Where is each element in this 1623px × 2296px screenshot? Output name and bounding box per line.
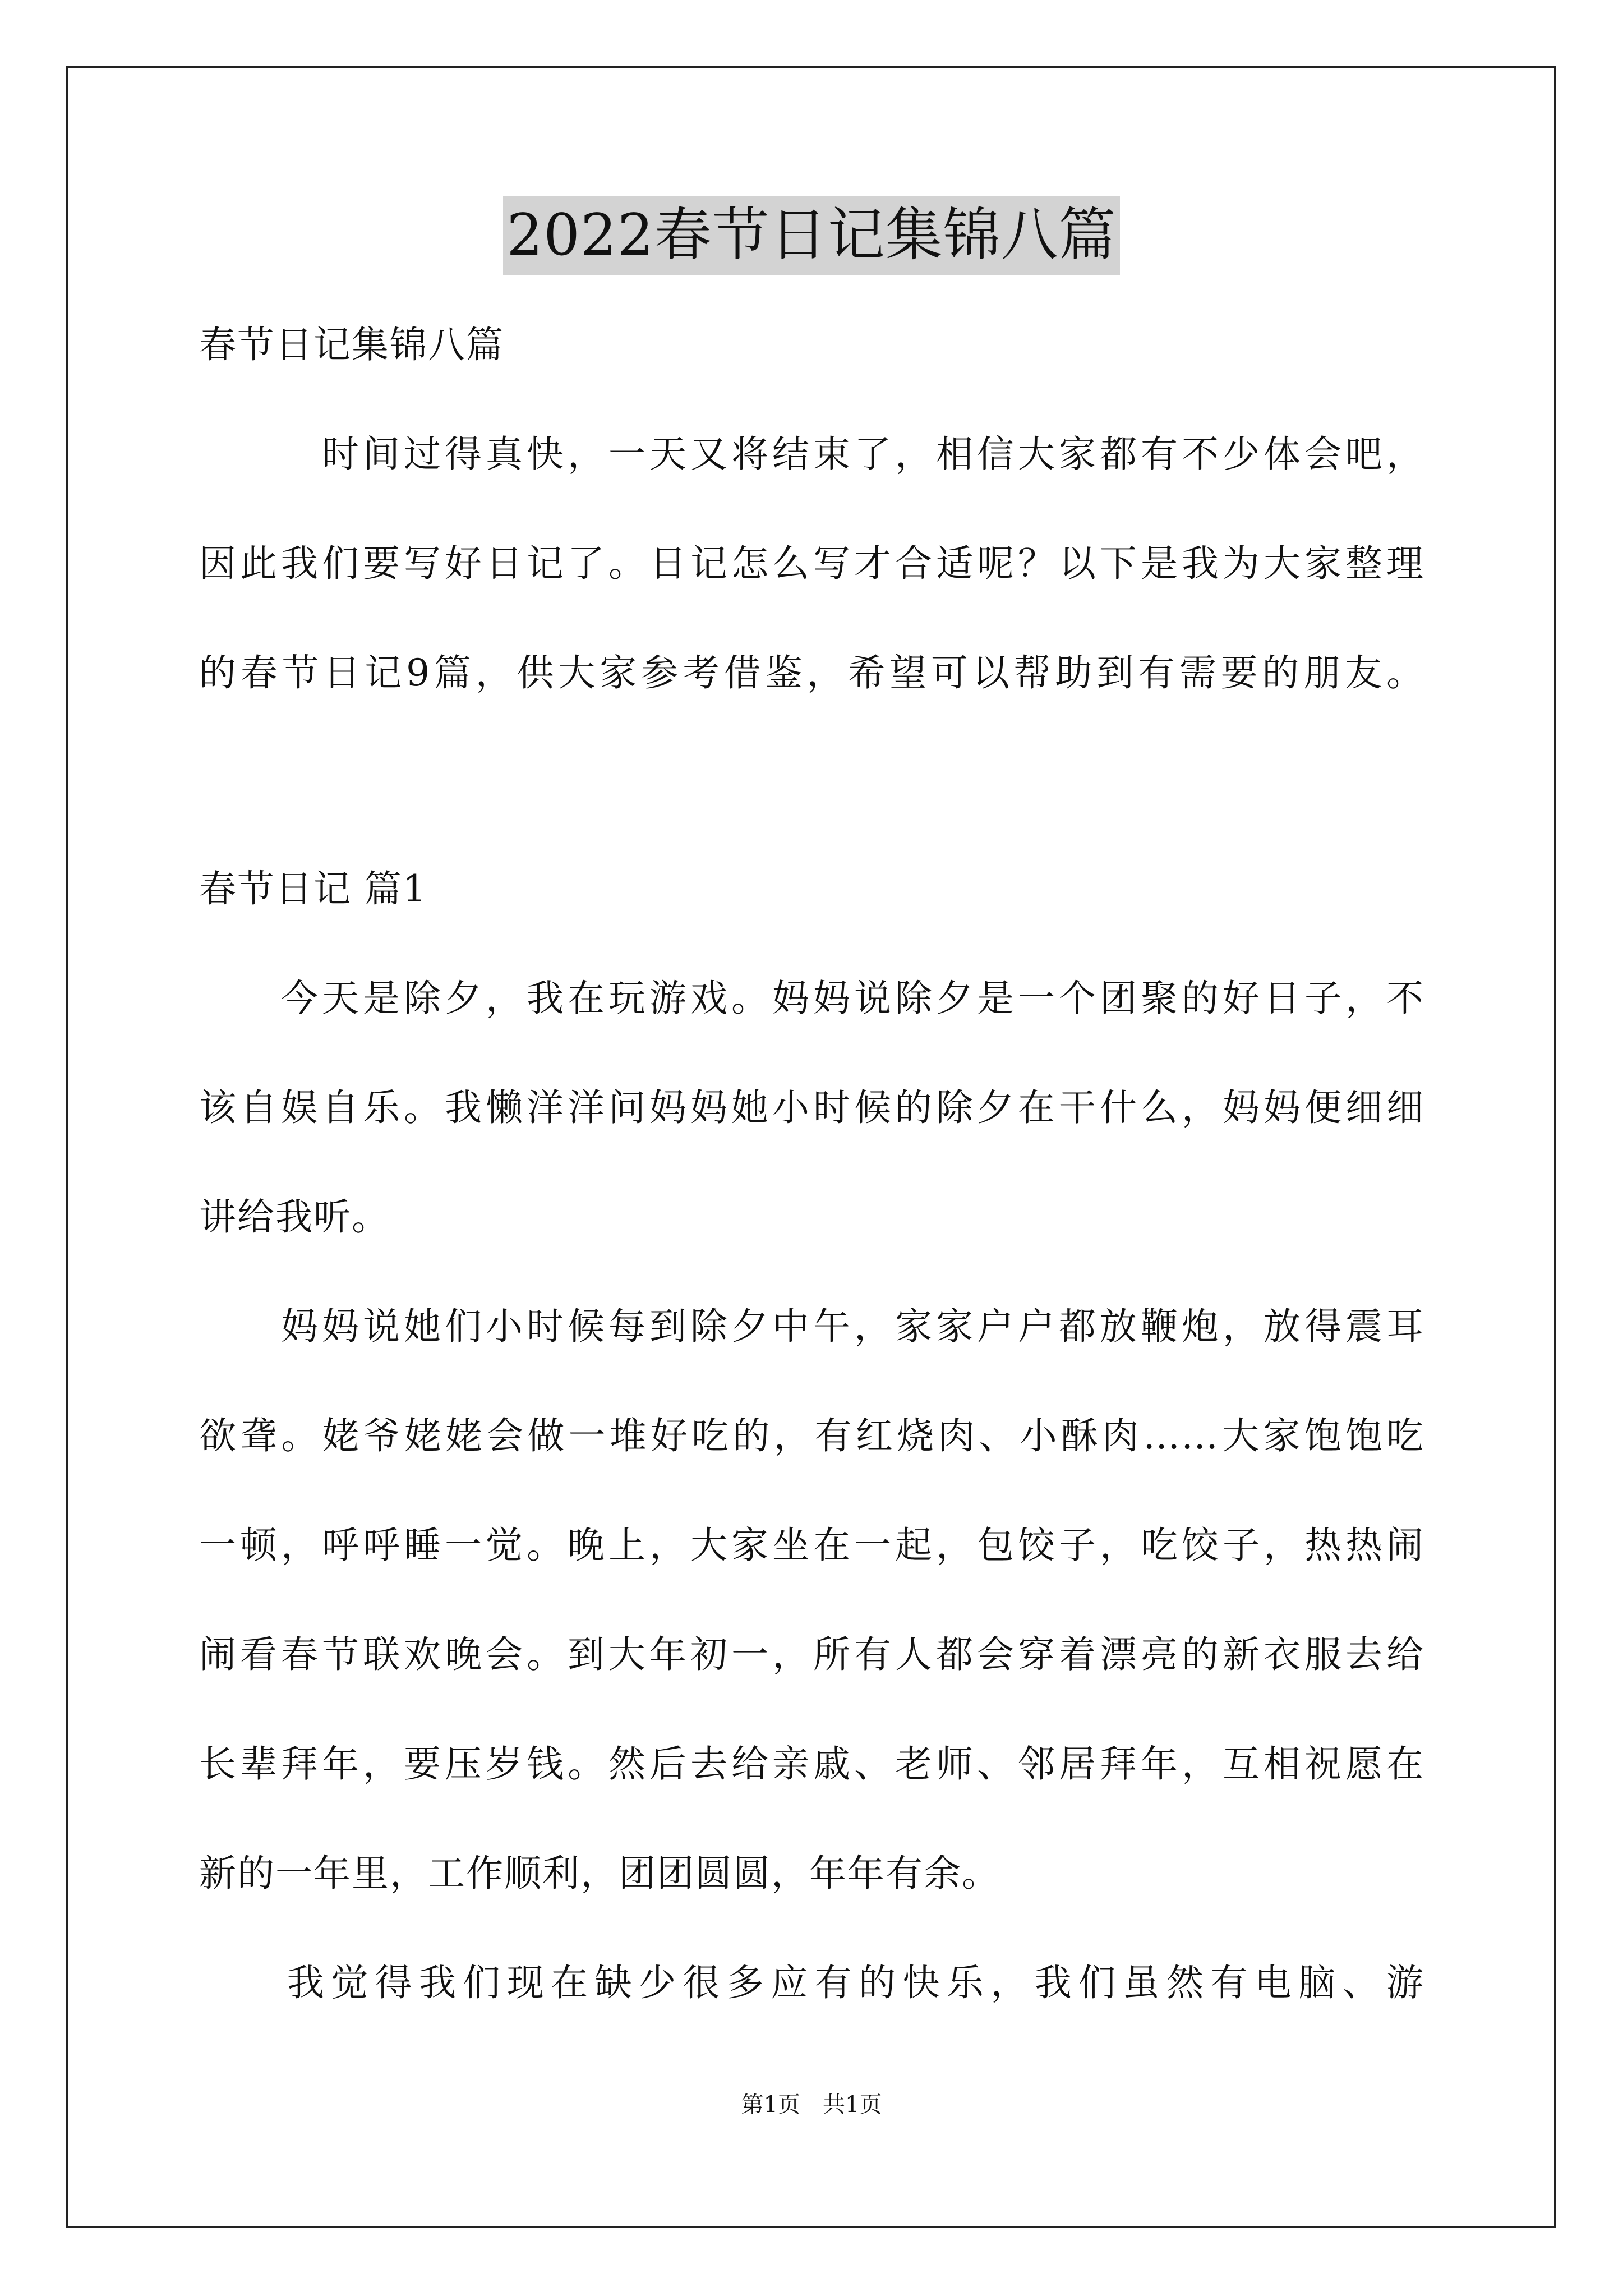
page-border (66, 66, 1556, 2228)
paragraph-2-line-5: 长辈拜年，要压岁钱。然后去给亲戚、老师、邻居拜年，互相祝愿在 (199, 1742, 1424, 1786)
paragraph-2-line-2: 欲聋。姥爷姥姥会做一堆好吃的，有红烧肉、小酥肉……大家饱饱吃 (199, 1414, 1424, 1457)
title-wrapper (0, 196, 1623, 275)
intro-heading: 春节日记集锦八篇 (199, 323, 504, 366)
paragraph-1-line-3: 讲给我听。 (199, 1195, 390, 1239)
paragraph-3-line-1: 我觉得我们现在缺少很多应有的快乐，我们虽然有电脑、游 (199, 1961, 1424, 2004)
paragraph-2-line-3: 一顿，呼呼睡一觉。晚上，大家坐在一起，包饺子，吃饺子，热热闹 (199, 1524, 1424, 1567)
paragraph-2-line-6: 新的一年里，工作顺利，团团圆圆，年年有余。 (199, 1852, 1000, 1895)
page-footer: 第1页 共1页 (741, 2092, 882, 2118)
section-heading: 春节日记 篇1 (199, 867, 427, 910)
paragraph-2-line-4: 闹看春节联欢晚会。到大年初一，所有人都会穿着漂亮的新衣服去给 (199, 1633, 1424, 1676)
intro-line-3: 的春节日记9篇，供大家参考借鉴，希望可以帮助到有需要的朋友。 (199, 651, 1424, 694)
paragraph-1-line-1: 今天是除夕，我在玩游戏。妈妈说除夕是一个团聚的好日子，不 (199, 977, 1424, 1020)
paragraph-2-line-1: 妈妈说她们小时候每到除夕中午，家家户户都放鞭炮，放得震耳 (199, 1305, 1424, 1348)
intro-line-2: 因此我们要写好日记了。日记怎么写才合适呢？以下是我为大家整理 (199, 542, 1424, 585)
document-title: 2022春节日记集锦八篇 (503, 196, 1120, 275)
intro-line-1: 时间过得真快，一天又将结束了，相信大家都有不少体会吧， (199, 432, 1424, 476)
paragraph-1-line-2: 该自娱自乐。我懒洋洋问妈妈她小时候的除夕在干什么，妈妈便细细 (199, 1086, 1424, 1129)
